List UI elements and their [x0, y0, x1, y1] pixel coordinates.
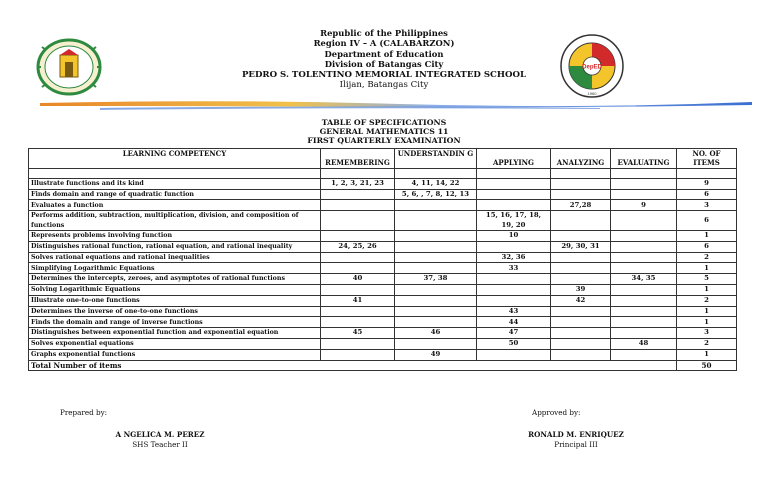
remembering-cell: 1, 2, 3, 21, 23 — [321, 178, 395, 189]
applying-cell: 47 — [477, 328, 551, 339]
header-analyzing: ANALYZING — [551, 149, 611, 169]
table-row — [29, 178, 737, 189]
analyzing-cell: 27,28 — [551, 200, 611, 211]
items-count-cell: 6 — [677, 189, 737, 200]
applying-cell — [477, 274, 551, 285]
competency-cell: Evaluates a function — [29, 200, 321, 211]
analyzing-cell — [551, 231, 611, 242]
header-understanding: UNDERSTANDIN G — [395, 149, 477, 169]
table-row — [29, 295, 737, 306]
applying-cell — [477, 285, 551, 296]
items-count-cell: 1 — [677, 263, 737, 274]
table-row — [29, 200, 737, 211]
competency-cell: Finds the domain and range of inverse functions — [29, 317, 321, 328]
analyzing-cell — [551, 338, 611, 349]
remembering-cell — [321, 211, 395, 231]
competency-cell: Illustrate functions and its kind — [29, 178, 321, 189]
specifications-table — [28, 148, 737, 371]
table-row — [29, 317, 737, 328]
title-subject: GENERAL MATHEMATICS 11 — [319, 127, 449, 137]
title-tos: TABLE OF SPECIFICATIONS — [321, 118, 447, 127]
understanding-cell: 49 — [395, 349, 477, 360]
competency-cell: Solves exponential equations — [29, 338, 321, 349]
remembering-cell — [321, 317, 395, 328]
understanding-cell — [395, 200, 477, 211]
spacer-cell — [395, 168, 477, 178]
header-no-of-items: NO. OF ITEMS — [677, 149, 737, 169]
understanding-cell — [395, 252, 477, 263]
logo-deped-text: DepED — [582, 64, 602, 71]
analyzing-cell — [551, 189, 611, 200]
spacer-cell — [29, 168, 321, 178]
competency-cell: Solving Logarithmic Equations — [29, 285, 321, 296]
remembering-cell: 40 — [321, 274, 395, 285]
items-count-cell: 3 — [677, 328, 737, 339]
evaluating-cell — [611, 295, 677, 306]
evaluating-cell — [611, 328, 677, 339]
competency-cell: Distinguishes rational function, rational equation, and rational inequality — [29, 241, 321, 252]
items-count-cell: 1 — [677, 285, 737, 296]
competency-cell: Illustrate one-to-one functions — [29, 295, 321, 306]
competency-cell: Determines the intercepts, zeroes, and asymptotes of rational functions — [29, 274, 321, 285]
items-count-cell: 2 — [677, 338, 737, 349]
competency-cell: Graphs exponential functions — [29, 349, 321, 360]
remembering-cell — [321, 338, 395, 349]
applying-cell: 44 — [477, 317, 551, 328]
table-row — [29, 189, 737, 200]
approved-by-name: RONALD M. ENRIQUEZ — [528, 430, 624, 439]
prepared-by-name: A NGELICA M. PEREZ — [115, 430, 205, 439]
analyzing-cell: 39 — [551, 285, 611, 296]
table-row — [29, 231, 737, 242]
understanding-cell — [395, 263, 477, 274]
header-evaluating: EVALUATING — [611, 149, 677, 169]
remembering-cell: 41 — [321, 295, 395, 306]
header-location: Ilijan, Batangas City — [339, 80, 429, 91]
items-count-cell: 9 — [677, 178, 737, 189]
analyzing-cell — [551, 306, 611, 317]
evaluating-cell — [611, 252, 677, 263]
remembering-cell: 24, 25, 26 — [321, 241, 395, 252]
items-count-cell: 1 — [677, 306, 737, 317]
remembering-cell — [321, 231, 395, 242]
spacer-cell — [611, 168, 677, 178]
remembering-cell — [321, 252, 395, 263]
header-learning-competency: LEARNING COMPETENCY — [29, 149, 321, 169]
document-title-block — [0, 118, 768, 146]
remembering-cell — [321, 263, 395, 274]
understanding-cell: 37, 38 — [395, 274, 477, 285]
spacer-cell — [477, 168, 551, 178]
table-row — [29, 349, 737, 360]
remembering-cell — [321, 349, 395, 360]
title-exam: FIRST QUARTERLY EXAMINATION — [307, 136, 461, 146]
remembering-cell: 45 — [321, 328, 395, 339]
evaluating-cell — [611, 189, 677, 200]
understanding-cell — [395, 306, 477, 317]
table-row — [29, 211, 737, 231]
items-count-cell: 1 — [677, 349, 737, 360]
understanding-cell: 5, 6, , 7, 8, 12, 13 — [395, 189, 477, 200]
remembering-cell — [321, 200, 395, 211]
evaluating-cell — [611, 211, 677, 231]
analyzing-cell — [551, 263, 611, 274]
evaluating-cell — [611, 349, 677, 360]
analyzing-cell: 29, 30, 31 — [551, 241, 611, 252]
items-count-cell: 1 — [677, 231, 737, 242]
applying-cell — [477, 189, 551, 200]
prepared-by-label: Prepared by: — [60, 408, 108, 417]
understanding-cell — [395, 211, 477, 231]
competency-cell: Performs addition, subtraction, multiplication, division, and composition of functions — [29, 211, 321, 231]
evaluating-cell — [611, 231, 677, 242]
header-school-name: PEDRO S. TOLENTINO MEMORIAL INTEGRATED SCHOOL — [241, 69, 527, 80]
analyzing-cell — [551, 178, 611, 189]
understanding-cell — [395, 338, 477, 349]
approved-by-title: Principal III — [554, 440, 598, 449]
header-region: Region IV – A (CALABARZON) — [313, 38, 455, 49]
spacer-cell — [677, 168, 737, 178]
items-count-cell: 6 — [677, 211, 737, 231]
analyzing-cell — [551, 274, 611, 285]
competency-cell: Finds domain and range of quadratic function — [29, 189, 321, 200]
evaluating-cell — [611, 306, 677, 317]
header-department: Department of Education — [324, 48, 444, 59]
analyzing-cell — [551, 349, 611, 360]
applying-cell — [477, 349, 551, 360]
decorative-ribbon — [40, 96, 752, 112]
evaluating-cell: 34, 35 — [611, 274, 677, 285]
letterhead — [0, 28, 768, 90]
table-spacer-row — [29, 168, 737, 178]
remembering-cell — [321, 285, 395, 296]
applying-cell: 43 — [477, 306, 551, 317]
approved-by-label: Approved by: — [532, 408, 581, 417]
items-count-cell: 2 — [677, 295, 737, 306]
spacer-cell — [551, 168, 611, 178]
header-remembering: REMEMBERING — [321, 149, 395, 169]
header-division: Division of Batangas City — [324, 59, 444, 70]
table-row — [29, 328, 737, 339]
applying-cell: 33 — [477, 263, 551, 274]
table-row — [29, 263, 737, 274]
remembering-cell — [321, 306, 395, 317]
understanding-cell — [395, 317, 477, 328]
header-republic: Republic of the Philippines — [320, 28, 448, 38]
items-count-cell: 6 — [677, 241, 737, 252]
understanding-cell — [395, 295, 477, 306]
applying-cell — [477, 200, 551, 211]
applying-cell: 32, 36 — [477, 252, 551, 263]
evaluating-cell — [611, 263, 677, 274]
analyzing-cell — [551, 211, 611, 231]
logo-year-text: 1960 — [587, 91, 597, 96]
evaluating-cell: 48 — [611, 338, 677, 349]
table-row — [29, 306, 737, 317]
competency-cell: Simplifying Logarithmic Equations — [29, 263, 321, 274]
total-value: 50 — [677, 360, 737, 371]
evaluating-cell — [611, 285, 677, 296]
evaluating-cell — [611, 178, 677, 189]
competency-cell: Determines the inverse of one-to-one functions — [29, 306, 321, 317]
understanding-cell: 4, 11, 14, 22 — [395, 178, 477, 189]
applying-cell: 10 — [477, 231, 551, 242]
analyzing-cell — [551, 317, 611, 328]
table-row — [29, 241, 737, 252]
understanding-cell — [395, 231, 477, 242]
competency-cell: Distinguishes between exponential function and exponential equation — [29, 328, 321, 339]
spacer-cell — [321, 168, 395, 178]
applying-cell — [477, 295, 551, 306]
applying-cell: 50 — [477, 338, 551, 349]
understanding-cell — [395, 285, 477, 296]
understanding-cell — [395, 241, 477, 252]
competency-cell: Represents problems involving function — [29, 231, 321, 242]
understanding-cell: 46 — [395, 328, 477, 339]
header-applying: APPLYING — [477, 149, 551, 169]
analyzing-cell — [551, 252, 611, 263]
applying-cell — [477, 178, 551, 189]
analyzing-cell — [551, 328, 611, 339]
evaluating-cell — [611, 241, 677, 252]
analyzing-cell: 42 — [551, 295, 611, 306]
prepared-by-title: SHS Teacher II — [132, 440, 188, 449]
table-row — [29, 274, 737, 285]
evaluating-cell: 9 — [611, 200, 677, 211]
competency-cell: Solves rational equations and rational inequalities — [29, 252, 321, 263]
items-count-cell: 3 — [677, 200, 737, 211]
table-total-row — [29, 360, 737, 371]
table-row — [29, 252, 737, 263]
items-count-cell: 1 — [677, 317, 737, 328]
items-count-cell: 5 — [677, 274, 737, 285]
evaluating-cell — [611, 317, 677, 328]
remembering-cell — [321, 189, 395, 200]
applying-cell: 15, 16, 17, 18, 19, 20 — [477, 211, 551, 231]
table-row — [29, 285, 737, 296]
items-count-cell: 2 — [677, 252, 737, 263]
table-row — [29, 338, 737, 349]
applying-cell — [477, 241, 551, 252]
total-label: Total Number of items — [29, 360, 677, 371]
